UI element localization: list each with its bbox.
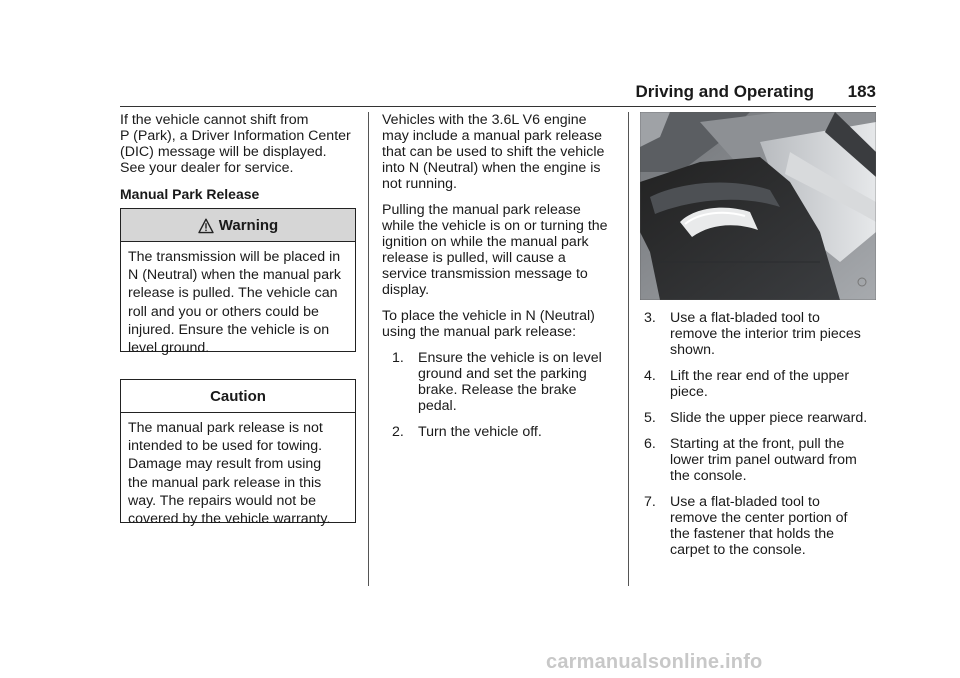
warning-line: N (Neutral) when the manual park xyxy=(128,267,341,284)
step-line: the console. xyxy=(670,468,747,484)
step-line: Use a flat-bladed tool to xyxy=(670,310,820,326)
console-trim-photo xyxy=(640,112,876,300)
step-line: carpet to the console. xyxy=(670,542,806,558)
step-line: lower trim panel outward from xyxy=(670,452,857,468)
step-line: the fastener that holds the xyxy=(670,526,835,542)
console-trim-illustration xyxy=(640,112,876,300)
step-number: 3. xyxy=(644,310,656,326)
text-line: may include a manual park release xyxy=(382,128,603,144)
warning-line: injured. Ensure the vehicle is on xyxy=(128,321,330,338)
manual-park-release-heading: Manual Park Release xyxy=(120,186,260,202)
warning-title: Warning xyxy=(218,216,279,234)
text-line: Pulling the manual park release xyxy=(382,202,581,218)
procedure-intro xyxy=(382,308,614,340)
step-line: pedal. xyxy=(418,398,457,414)
text-line: while the vehicle is on or turning the xyxy=(382,218,608,234)
warning-line: release is pulled. The vehicle can xyxy=(128,285,338,302)
warning-box xyxy=(120,208,356,357)
page-header xyxy=(120,82,876,106)
text-line: not running. xyxy=(382,176,457,192)
warning-line: level ground. xyxy=(128,340,210,357)
text-line: into N (Neutral) when the engine is xyxy=(382,160,601,176)
warning-line: The transmission will be placed in xyxy=(128,249,341,265)
step-item xyxy=(392,424,614,440)
caution-line: way. The repairs would not be xyxy=(128,492,316,509)
step-line: Slide the upper piece rearward. xyxy=(670,410,868,426)
step-line: Ensure the vehicle is on level xyxy=(418,350,602,366)
step-line: piece. xyxy=(670,384,708,400)
caution-text xyxy=(121,413,355,534)
intro-line: If the vehicle cannot shift from xyxy=(120,112,309,128)
intro-line: See your dealer for service. xyxy=(120,160,294,176)
text-line: display. xyxy=(382,282,430,298)
engine-paragraph xyxy=(382,112,614,192)
intro-paragraph xyxy=(120,112,356,176)
page-number: 183 xyxy=(847,82,876,101)
text-line: ignition on while the manual park xyxy=(382,234,589,250)
text-line: service transmission message to xyxy=(382,266,588,282)
step-number: 6. xyxy=(644,436,656,452)
caution-line: intended to be used for towing. xyxy=(128,438,323,455)
caution-line: The manual park release is not xyxy=(128,420,323,436)
step-line: Turn the vehicle off. xyxy=(418,424,542,440)
intro-line: (DIC) message will be displayed. xyxy=(120,144,327,160)
step-line: ground and set the parking xyxy=(418,366,587,382)
column-middle xyxy=(382,112,614,440)
step-item xyxy=(644,436,876,484)
column-divider-right xyxy=(628,112,629,586)
caution-box-header xyxy=(121,380,355,413)
step-line: remove the center portion of xyxy=(670,510,848,526)
step-number: 2. xyxy=(392,424,404,440)
step-number: 1. xyxy=(392,350,404,366)
section-title: Driving and Operating xyxy=(635,82,814,101)
step-number: 4. xyxy=(644,368,656,384)
text-line: Vehicles with the 3.6L V6 engine xyxy=(382,112,587,128)
intro-line: P (Park), a Driver Information Center xyxy=(120,128,351,144)
warning-text xyxy=(121,242,355,363)
caution-box xyxy=(120,379,356,528)
step-item xyxy=(644,368,876,400)
step-item xyxy=(644,310,876,358)
header-rule xyxy=(120,106,876,107)
steps-list-a xyxy=(382,350,614,440)
step-item xyxy=(644,410,876,426)
steps-list-b xyxy=(644,310,876,558)
caution-title: Caution xyxy=(210,387,266,405)
caution-line: the manual park release in this xyxy=(128,474,322,491)
step-number: 7. xyxy=(644,494,656,510)
warning-line: roll and you or others could be xyxy=(128,303,319,320)
watermark[interactable]: carmanualsonline.info xyxy=(546,651,763,673)
column-left xyxy=(120,112,356,202)
pulling-paragraph xyxy=(382,202,614,298)
step-number: 5. xyxy=(644,410,656,426)
warning-triangle-icon xyxy=(198,218,214,234)
warning-box-header xyxy=(121,209,355,242)
step-line: remove the interior trim pieces xyxy=(670,326,861,342)
caution-line: covered by the vehicle warranty. xyxy=(128,511,331,528)
step-line: shown. xyxy=(670,342,715,358)
step-item xyxy=(644,494,876,558)
step-item xyxy=(392,350,614,414)
text-line: that can be used to shift the vehicle xyxy=(382,144,605,160)
caution-line: Damage may result from using xyxy=(128,456,322,473)
step-line: Use a flat-bladed tool to xyxy=(670,494,820,510)
text-line: To place the vehicle in N (Neutral) xyxy=(382,308,595,324)
step-line: Starting at the front, pull the xyxy=(670,436,845,452)
step-line: Lift the rear end of the upper xyxy=(670,368,850,384)
column-divider-left xyxy=(368,112,369,586)
text-line: using the manual park release: xyxy=(382,324,577,340)
text-line: release is pulled, will cause a xyxy=(382,250,566,266)
step-line: brake. Release the brake xyxy=(418,382,577,398)
